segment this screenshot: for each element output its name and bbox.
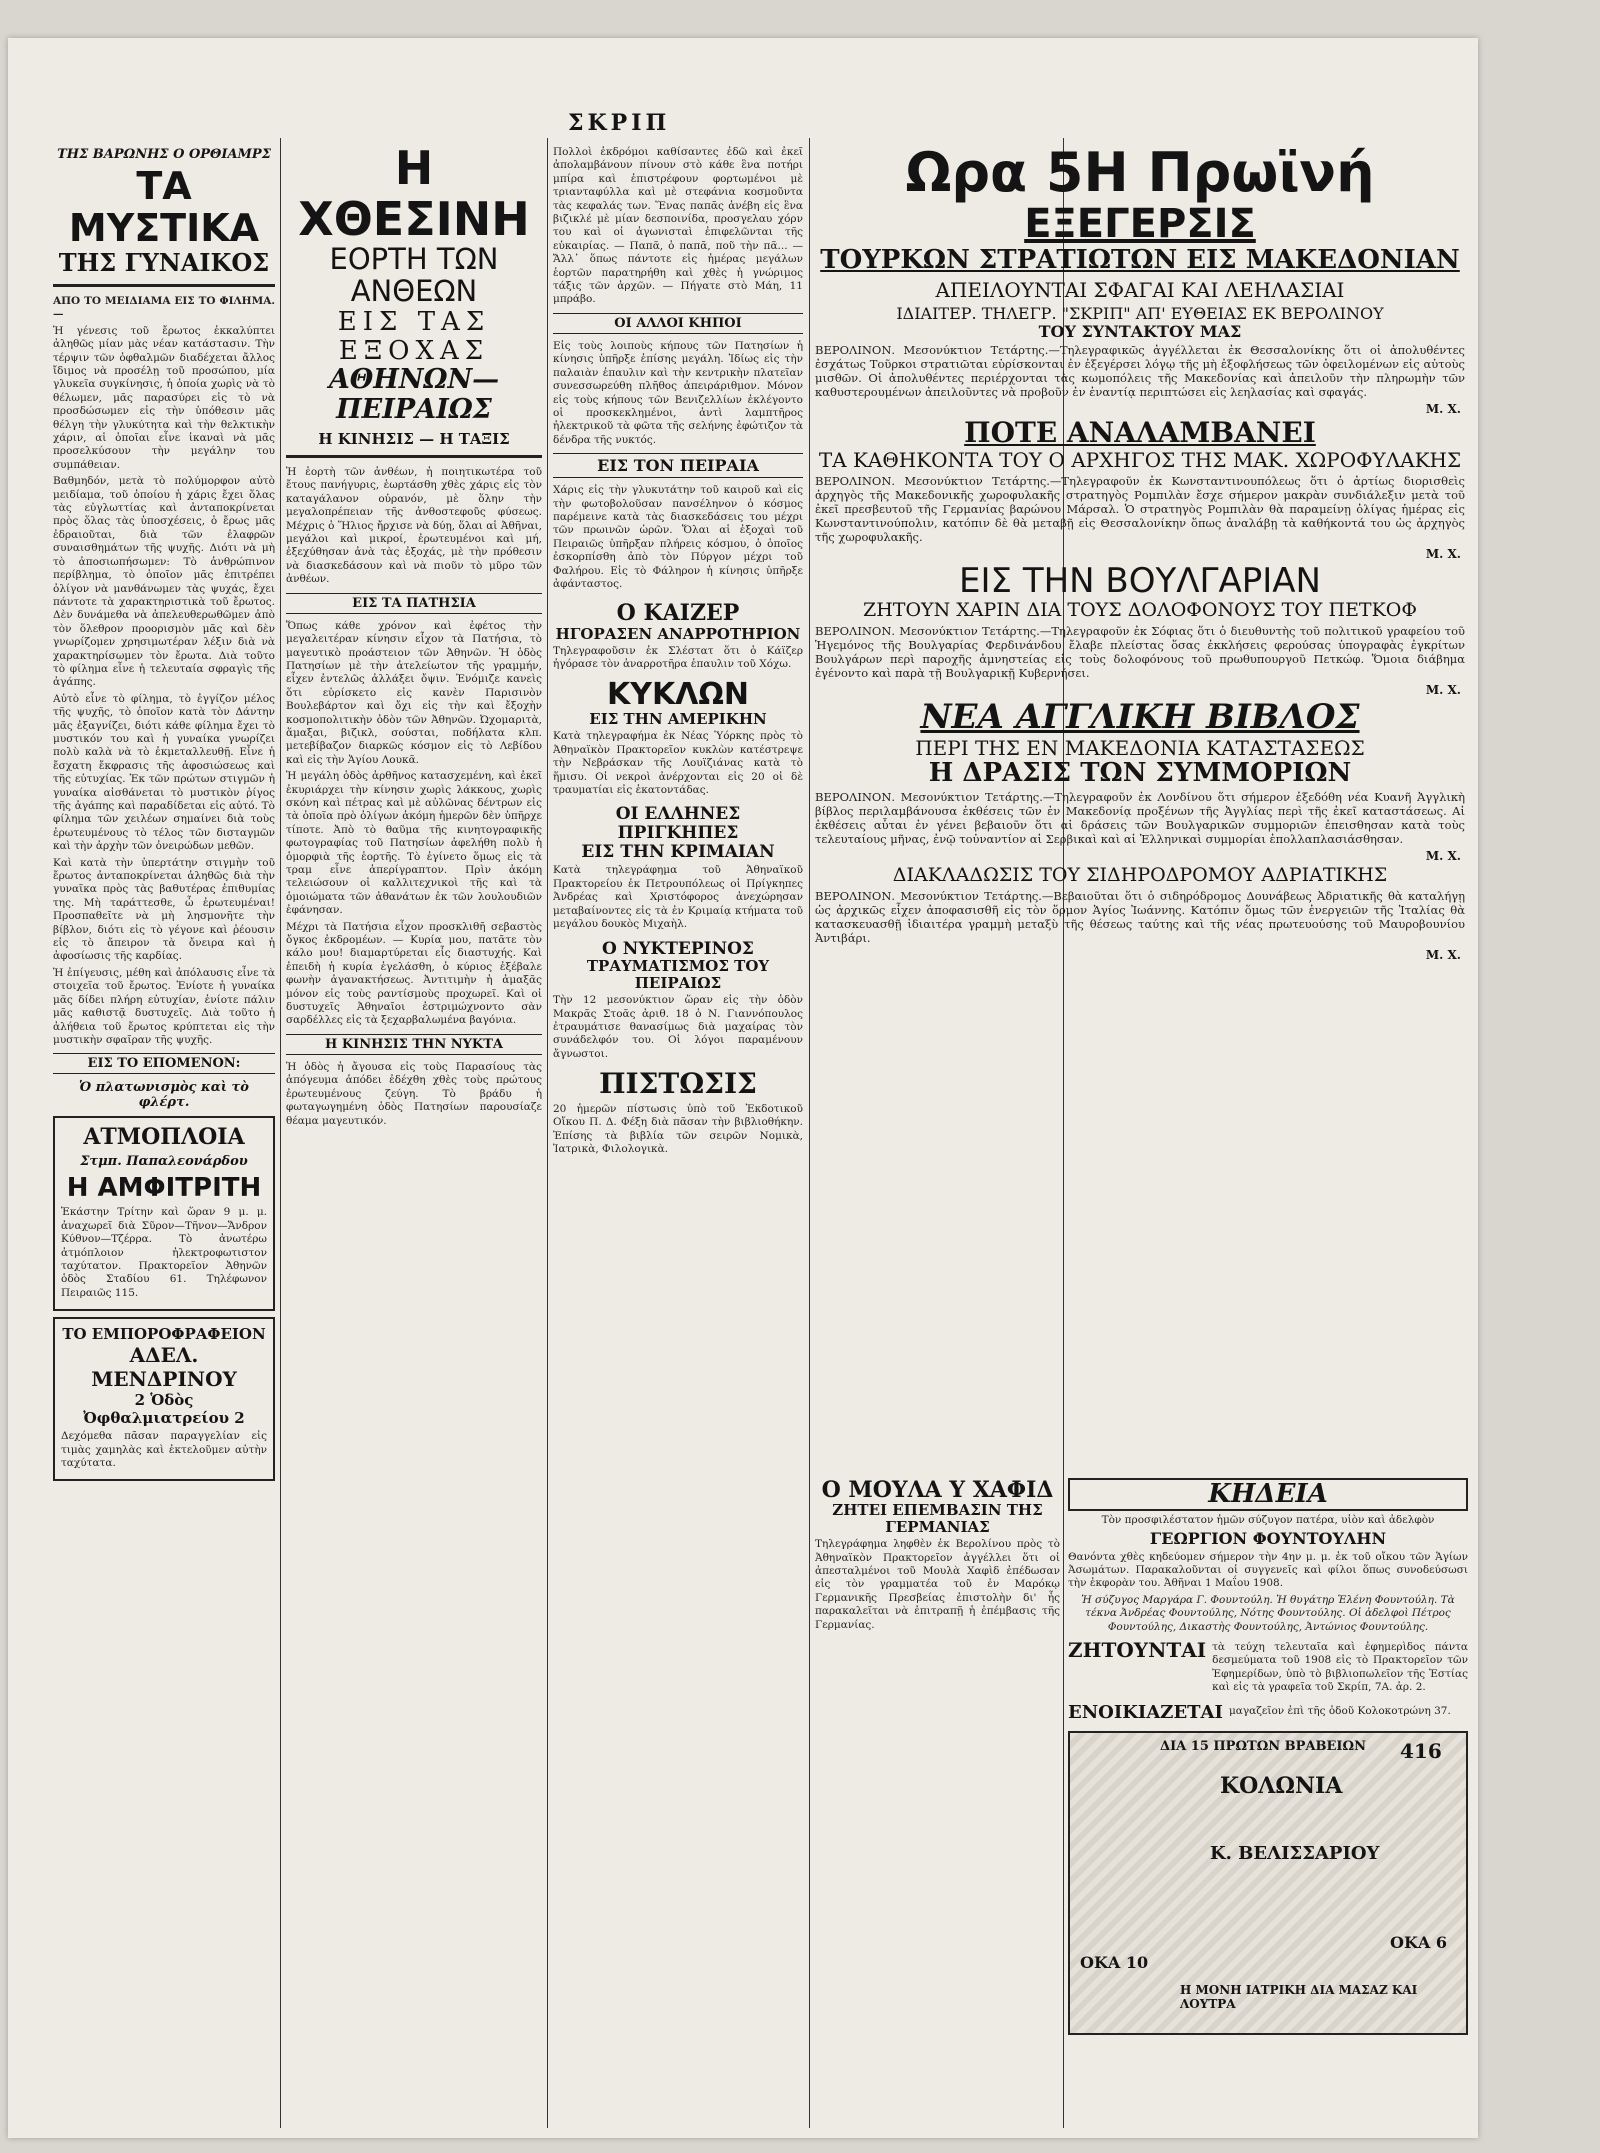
ad-subtitle: Στμπ. Παπαλεονάρδου	[80, 1154, 248, 1170]
headline-sub: ΖΗΤΕΙ ΕΠΕΜΒΑΣΙΝ ΤΗΣ ΓΕΡΜΑΝΙΑΣ	[832, 1501, 1043, 1536]
funeral-title: ΚΗΔΕΙΑ	[1068, 1478, 1468, 1511]
paragraph: Βαθμηδόν, μετὰ τὸ πολύμορφον αὐτὸ μειδίαμα, τοῦ ὁποίου ἡ χάρις ἔχει ὅλας τὰς εὐγλωττίας καὶ ἀνταποκρίνεται πρὸς ὅλας τὰς ὑποσχέσεις, ὁ ἔρως μᾶς ἐδραιοῦται, διὰ τῶν ἐλαφρῶν συναισθημάτων τῆς ψυχῆς. Διότι νὰ μὴ τὸ ἀποσιωπήσωμεν: Τὸ ἀνθρώπινον περίβλημα, τὸ ὁποῖον μᾶς ἐπιτρέπει ὀλίγον νὰ μανθάνωμεν τὰς ψυχάς, ἔχει πάντοτε τὰ χαρακτηριστικὰ τοῦ ἔρωτος. Δὲν δυνάμεθα νὰ ἀπελευθερωθῶμεν ἀπὸ τὸν ὅλεθρον προορισμὸν μᾶς καὶ δὲν γνωρίζομεν χρησιμωτέραν λέξιν διὰ νὰ χαρακτηρίσωμεν τὸν ἔρωτα. Διὰ τοῦτο τὸ φίλημα εἶνε ἡ τελευταία σφραγὶς τῆς ἀγάπης.	[53, 475, 275, 689]
paragraph: ΒΕΡΟΛΙΝΟΝ. Μεσονύκτιον Τετάρτης.—Τηλεγραφικῶς ἀγγέλλεται ἐκ Θεσσαλονίκης ὅτι οἱ ἀπολυθέντες ἐσχάτως Τοῦρκοι στρατιῶται εὑρίσκονται ἐν ἐξεγέρσει λόγῳ τῆς μὴ ἐξοφλήσεως τῶν ὀφειλομένων εἰς αὐτοὺς μισθῶν. Οἱ ἀπολυθέντες περιέρχονται τὰς κωμοπόλεις τῆς Μακεδονίας καὶ ἀπειλοῦν τὴν πληρωμὴν τῶν καθυστερουμένων ἀπειλοῦντες νὰ προβοῦν ἐν ἐναντίᾳ περιπτώσει εἰς λεηλασίας καὶ σφαγάς.	[815, 343, 1465, 400]
news-subtitle: ΕΙΣ ΤΗΝ ΚΡΙΜΑΙΑΝ	[581, 841, 775, 862]
paragraph: ΒΕΡΟΛΙΝΟΝ. Μεσονύκτιον Τετάρτης.—Τηλεγραφοῦν ἐκ Κωνσταντινουπόλεως ὅτι ὁ ἀρτίως διορισθεὶς ἀρχηγὸς τῆς Μακεδονικῆς χωροφυλακῆς στρατηγὸς Ρομπιλὰν ἔσχε σήμερον μακρὰν συνδιάλεξιν μετὰ τοῦ ἐκεῖ πρεσβευτοῦ τῆς Γερμανίας βαρώνου Μάρσαλ. Ὁ στρατηγὸς Ρομπιλὰν θὰ παραμείνῃ ὀλίγας ἡμέρας εἰς Κωνσταντινούπολιν, κατόπιν δὲ θὰ μεταβῇ εἰς Θεσσαλονίκην ὅπως ἀναλάβῃ τὰ καθήκοντά του ὡς ἀρχηγὸς τῆς χωροφυλακῆς.	[815, 473, 1465, 544]
ad-text: Δεχόμεθα πᾶσαν παραγγελίαν εἰς τιμὰς χαμηλὰς καὶ ἐκτελοῦμεν αὐτὴν ταχύτατα.	[61, 1430, 267, 1469]
ad-name: ΑΔΕΛ. ΜΕΝΔΡΙΝΟΥ	[91, 1343, 237, 1392]
column-rule	[280, 138, 281, 2128]
ad-bottom-text: Η ΜΟΝΗ ΙΑΤΡΙΚΗ ΔΙΑ ΜΑΣΑΖ ΚΑΙ ΛΟΥΤΡΑ	[1180, 1982, 1418, 2011]
article-title-4: ΑΘΗΝΩΝ—ΠΕΙΡΑΙΩΣ	[328, 364, 500, 425]
newspaper-page	[8, 38, 1478, 2138]
signature: Μ. Χ.	[1425, 546, 1461, 561]
paragraph: Καὶ κατὰ τὴν ὑπερτάτην στιγμὴν τοῦ ἔρωτος ἀνταποκρίνεται ἀληθῶς διὰ τὴν γυναῖκα πρὸς τὰς βαθυτέρας ἐπιθυμίας της. Μὴ ταράττεσθε, ὦ ἐρωτευμέναι! Προσπαθεῖτε νὰ μὴ λησμονῆτε τὴν βίβλον, διότι εἰς τὸ γέγονε καὶ ῥέουσιν εἰς τὸ ἄπειρον τὰ ὄνειρα καὶ ἡ ἀφοσίωσις τῆς καρδίας.	[53, 856, 275, 963]
signature: Μ. Χ.	[1425, 849, 1461, 864]
masthead: ΣΚΡΙΠ	[568, 110, 671, 136]
headline-sub: ΖΗΤΟΥΝ ΧΑΡΙΝ ΔΙΑ ΤΟΥΣ ΔΟΛΟΦΟΝΟΥΣ ΤΟΥ ΠΕΤΚΟΦ	[863, 599, 1417, 622]
signature: Μ. Χ.	[1425, 683, 1461, 698]
news-title: Ο ΚΑΙΖΕΡ	[616, 600, 740, 627]
section-heading: ΕΙΣ ΤΑ ΠΑΤΗΣΙΑ	[286, 593, 542, 614]
headline: ΝΕΑ ΑΓΓΛΙΚΗ ΒΙΒΛΟΣ	[920, 697, 1360, 738]
ad-ship-name: Η ΑΜΦΙΤΡΙΤΗ	[66, 1173, 262, 1204]
ad-text: Ἑκάστην Τρίτην καὶ ὥραν 9 μ. μ. ἀναχωρεῖ διὰ Σῦρον—Τῆνον—Ἄνδρον Κύθνον—Τζέρρα. Τὸ ἀνωτέρω ἀτμόπλοιον ἠλεκτροφωτιστον ταχύτατον. Πρακτορεῖον Ἀθηνῶν ὁδὸς Σταδίου 61. Τηλέφωνον Πειραιῶς 115.	[61, 1206, 267, 1299]
article-title-3: ΕΙΣ ΤΑΣ ΕΞΟΧΑΣ	[337, 306, 491, 366]
headline: Ο ΜΟΥΛΑ Υ ΧΑΦΙΔ	[821, 1478, 1054, 1503]
paragraph: Εἰς τοὺς λοιποὺς κήπους τῶν Πατησίων ἡ κίνησις ὑπῆρξε ἐπίσης μεγάλη. Ἰδίως εἰς τὴν παλαιὰν ἐπαυλιν καὶ τὴν κεντρικὴν πλατεῖαν συνεσσωρεύθη πλῆθος ἀπειράριθμον. Μόνον εἰς τοὺς κήπους τῶν Βενιζελλίων ἐκλέγοντο οἱ προσκεκλημένοι, ἀντὶ λαμπτῆρος ἠλεκτρικοῦ τὰ φῶτα τῆς σελήνης ἐφώτιζον τὰ δένδρα τῆς νυκτός.	[553, 339, 803, 446]
paragraph: ΒΕΡΟΛΙΝΟΝ. Μεσονύκτιον Τετάρτης.—Τηλεγραφοῦν ἐκ Σόφιας ὅτι ὁ διευθυντὴς τοῦ πολιτικοῦ γραφείου τοῦ Ἡγεμόνος τῆς Βουλγαρίας Φερδινάνδου ἔλαβε πλείστας ὅσας ἐκκλήσεις φερούσας ὑπογραφὰς ἐγκρίτων Βουλγάρων περὶ παροχῆς ἀμνηστείας εἰς τοὺς δολοφόνους τοῦ πρωθυπουργοῦ Πετκώφ. Ὅμοια διάβημα ἐγένοντο καὶ παρὰ τῇ Βουλγαρικῇ Κυβερνήσει.	[815, 624, 1465, 681]
telegram-section	[815, 143, 1465, 1143]
paragraph: ΒΕΡΟΛΙΝΟΝ. Μεσονύκτιον Τετάρτης.—Τηλεγραφοῦν ἐκ Λονδίνου ὅτι σήμερον ἐξεδόθη νέα Κυανῆ Ἀγγλικὴ βίβλος περιλαμβάνουσα ἐκθέσεις τῶν ἐν Μακεδονίᾳ προξένων τῆς Ἀγγλίας περὶ τῆς ἐκεῖ καταστάσεως. Αἱ ἐκθέσεις αὗται ἐν γένει βεβαιοῦν ὅτι αἱ δράσεις τῶν Βουλγαρικῶν συμμοριῶν ἐπεισθησαν κατὰ τοὺς τελευταίους μῆνας, ἐνῷ τοὐναντίον αἱ Σερβικαὶ καὶ αἱ Ἑλληνικαὶ συμμορίαι ἐπολλαπλασιάσθησαν.	[815, 790, 1465, 847]
paragraph: Τὴν 12 μεσονύκτιον ὥραν εἰς τὴν ὁδὸν Μακρᾶς Στοᾶς ἀριθ. 18 ὁ Ν. Γιαννόπουλος ἐτραυμάτισε θανασίμως διὰ μαχαίρας τὸν συνάδελφόν του. Οἱ λόγοι παραμένουν ἄγνωστοι.	[553, 994, 803, 1060]
byline: ΤΟΥ ΣΥΝΤΑΚΤΟΥ ΜΑΣ	[1038, 321, 1242, 341]
paragraph: Ἡ ὁδὸς ἡ ἄγουσα εἰς τοὺς Παρασίους τὰς ἀπόγευμα ἀπόδει ἐδέχθη χθὲς τοὺς πρώτους ἐρωτευμένους ζεύγη. Τὸ βράδυ ἡ φωταγωγημένη ὁδὸς Πατησίων παρουσίαζε θέαμα μαγευτικόν.	[286, 1060, 542, 1127]
lead-text: ΑΠΟ ΤΟ ΜΕΙΔΙΑΜΑ ΕΙΣ ΤΟ ΦΙΛΗΜΑ.—	[53, 294, 275, 321]
headline-sub: ΤΟΥΡΚΩΝ ΣΤΡΑΤΙΩΤΩΝ ΕΙΣ ΜΑΚΕΔΟΝΙΑΝ	[820, 245, 1460, 276]
article-title: ΤΑ ΜΥΣΤΙΚΑ	[68, 164, 260, 250]
headline-time: Ωρα 5Η Πρωϊνή	[905, 143, 1375, 204]
signature: Μ. Χ.	[1425, 948, 1461, 963]
section-heading: ΕΙΣ ΤΟΝ ΠΕΙΡΑΙΑ	[553, 453, 803, 478]
ad-price-right: ΟΚΑ 6	[1390, 1932, 1447, 1952]
ad-title: ΑΤΜΟΠΛΟΙΑ	[83, 1124, 245, 1151]
column-5-lower	[1068, 1478, 1468, 2035]
column-1	[53, 143, 275, 1487]
article-title: Η ΧΘΕΣΙΝΗ	[298, 143, 530, 246]
paragraph: Μέχρι τὰ Πατήσια εἶχον προσκλιθῆ σεβαστὸς ὄγκος ἐκδρομέων. — Κυρία μου, πατᾶτε τὸν κάλο μου! διαμαρτύρεται εἷς διαστυχής. Καὶ ἐπειδὴ ἡ κυρία ἐγελάσθη, ὁ κύριος ἐξέβαλε φωνὴν ἀγανακτήσεως. Ἀντιτιμὴν ἡ ἀμαξᾶς μόνον εἰς τοὺς ραντίσμοὺς προχωρεῖ. Καὶ οἱ δυστυχεῖς Ἀθηναῖοι ἐστριμώχνοντο σὰν σαρδέλλες εἰς τὰ ξεχαρβαλωμένα βαγόνια.	[286, 920, 542, 1027]
headline: ΔΙΑΚΛΑΔΩΣΙΣ ΤΟΥ ΣΙΔΗΡΟΔΡΟΜΟΥ ΑΔΡΙΑΤΙΚΗΣ	[892, 864, 1388, 887]
dateline: ΙΔΙΑΙΤΕΡ. ΤΗΛΕΓΡ. "ΣΚΡΙΠ" ΑΠ' ΕΥΘΕΙΑΣ ΕΚ ΒΕΡΟΛΙΝΟΥ	[896, 303, 1384, 323]
ad-title: ΔΙΑ 15 ΠΡΩΤΩΝ ΒΡΑΒΕΙΩΝ	[1160, 1738, 1366, 1754]
rent-text: μαγαζεῖον ἐπὶ τῆς ὁδοῦ Κολοκοτρώνη 37.	[1228, 1704, 1451, 1717]
series-header: ΤΗΣ ΒΑΡΩΝΗΣ Ο ΟΡΘΙΑΜΡΣ	[57, 147, 271, 162]
ad-address: 2 Ὁδὸς Ὀφθαλμιατρείου 2	[83, 1391, 245, 1428]
article-subhead: Η ΚΙΝΗΣΙΣ — Η ΤΑΞΙΣ	[318, 429, 510, 448]
family-list: Ἡ σύζυγος Μαργάρα Γ. Φουντούλη. Ἡ θυγάτηρ Ἑλένη Φουντούλη. Τὰ τέκνα Ἀνδρέας Φουντούλης, Νότης Φουντούλης. Οἱ ἀδελφοὶ Πέτρος Φουντούλης, Δικαστὴς Φουντούλης, Ἀντώνιος Φουντούλης.	[1081, 1593, 1455, 1633]
paragraph: Κατὰ τηλεγράφημα τοῦ Ἀθηναϊκοῦ Πρακτορείου ἐκ Πετρουπόλεως οἱ Πρίγκηπες Ἀνδρέας καὶ Χριστόφορος ἀνεχώρησαν μεταβαίνοντες εἰς τὰ ἐν Κριμαίᾳ κτήματα τοῦ μεγάλου δουκὸς Μιχαὴλ.	[553, 864, 803, 931]
paragraph: Κατὰ τηλεγραφήμα ἐκ Νέας Ὑόρκης πρὸς τὸ Ἀθηναϊκὸν Πρακτορεῖον κυκλὼν κατέστρεψε τὴν Νεβράσκαν τῆς Λουϊζιάνας κατὰ τὸ ἥμισυ. Οἱ νεκροὶ ἀνέρχονται εἰς 20 οἱ δὲ τραυματίαι εἰς ἑκατοντάδας.	[553, 730, 803, 796]
ad-name: Κ. ΒΕΛΙΣΣΑΡΙΟΥ	[1210, 1842, 1380, 1864]
article-title-2: ΕΟΡΤΗ ΤΩΝ ΑΝΘΕΩΝ	[329, 242, 499, 309]
wanted-notice	[1068, 1638, 1468, 1698]
cologne-ad	[1068, 1731, 1468, 2035]
headline-main: ΕΞΕΓΕΡΣΙΣ	[1024, 201, 1256, 248]
paragraph: ΒΕΡΟΛΙΝΟΝ. Μεσονύκτιον Τετάρτης.—Βεβαιοῦται ὅτι ὁ σιδηρόδρομος Δουνάβεως Ἀδριατικῆς θὰ καταλήγῃ ὡς ἀρχικῶς εἶχεν ἀποφασισθῆ εἰς τὸν ὅρμον Ἁγίος Ἰωάννης. Κατόπιν ὅμως τῶν ἐνεργειῶν τῆς Ἰταλίας θὰ κατασκευασθῇ ἰδιαιτέρα γραμμὴ μεταξὺ τῆς θέσεως ταύτης καὶ τῆς νέας πρωτευούσης τοῦ Μαυροβουνίου Ἀντιβάρι.	[815, 889, 1465, 946]
next-issue-text: Ὁ πλατωνισμὸς καὶ τὸ φλέρτ.	[79, 1080, 249, 1111]
headline-sub-2: Η ΔΡΑΣΙΣ ΤΩΝ ΣΥΜΜΟΡΙΩΝ	[928, 757, 1352, 788]
headline-sub-2: ΑΠΕΙΛΟΥΝΤΑΙ ΣΦΑΓΑΙ ΚΑΙ ΛΕΗΛΑΣΙΑΙ	[935, 277, 1345, 302]
wanted-text: τὰ τεύχη τελευταῖα καὶ ἐφημερὶδος πάντα δεσμεύματα τοῦ 1908 εἰς τὸ Πρακτορεῖον τῶν Ἐφημερίδων, ὑπὸ τὸ βιβλιοπωλεῖον τῆς Ἑστίας καὶ εἰς τὰ γραφεῖα τοῦ Σκρίπ, 7Α. ἀρ. 2.	[1212, 1641, 1468, 1694]
paragraph: Ἡ ἑορτὴ τῶν ἀνθέων, ἡ ποιητικωτέρα τοῦ ἔτους πανήγυρις, ἑωρτάσθη χθὲς χάρις εἰς τὸν καταγάλανον οὐρανόν, μὲ ὅλην τὴν μεγαλοπρέπειαν τῆς ἀνθοστεφοῦς φύσεως. Μέχρις ὁ Ἥλιος ἤρχισε νὰ δύῃ, ὅλαι αἱ Ἀθῆναι, μεγάλοι καὶ μικροί, ἐρωτευμένοι καὶ μή, ἐξεχύθησαν ἀνὰ τὰς ἐξοχάς, μὲ τὴν πρόθεσιν νὰ διασκεδάσουν καὶ νὰ πιοῦν τὸ μῦρο τῶν ἀνθέων.	[286, 466, 542, 586]
shop-ad	[53, 1317, 275, 1481]
ad-brand: ΚΟΛΩΝΙΑ	[1220, 1772, 1343, 1799]
paragraph: Τηλεγραφοῦσιν ἐκ Σλέστατ ὅτι ὁ Κάϊζερ ἠγόρασε τὸν ἀναρροτῆρα ἐπαυλιν τοῦ Χόχω.	[553, 645, 803, 671]
article-subtitle: ΤΗΣ ΓΥΝΑΙΚΟΣ	[58, 247, 270, 277]
ad-number: 416	[1400, 1738, 1442, 1763]
news-subtitle: ΤΡΑΥΜΑΤΙΣΜΟΣ ΤΟΥ ΠΕΙΡΑΙΩΣ	[586, 957, 770, 992]
paragraph: Θανόντα χθὲς κηδεύομεν σήμερον τὴν 4ην μ. μ. ἐκ τοῦ οἴκου τῶν Ἁγίων Ἀσωμάτων. Παρακαλοῦνται οἱ συγγενεῖς καὶ φίλοι ὅπως συνοδεύσωσι τὴν ἐκφορὰν του. Ἀθῆναι 1 Μαΐου 1908.	[1068, 1550, 1468, 1590]
paragraph: Τηλεγράφημα ληφθὲν ἐκ Βερολίνου πρὸς τὸ Ἀθηναϊκὸν Πρακτορεῖον ἀγγέλλει ὅτι οἱ ἀπεσταλμένοι τοῦ Μουλὰ Χαφὶδ ἐπέδωσαν εἰς τὸν γραμματέα τοῦ ἐν Μαρόκῳ Γερμανικῆς Πρεσβείας ἐπιστολὴν δι' ἧς παρακαλεῖται νὰ ἐπιτραπῇ ἡ ἐπέμβασις τῆς Γερμανίας.	[815, 1538, 1060, 1631]
headline: ΠΟΤΕ ΑΝΑΛΑΜΒΑΝΕΙ	[964, 416, 1316, 450]
headline: ΕΙΣ ΤΗΝ ΒΟΥΛΓΑΡΙΑΝ	[959, 560, 1321, 601]
news-title: ΚΥΚΛΩΝ	[606, 676, 750, 712]
news-title: ΠΙΣΤΩΣΙΣ	[599, 1067, 757, 1101]
column-2	[286, 143, 542, 1131]
funeral-name: ΓΕΩΡΓΙΟΝ ΦΟΥΝΤΟΥΛΗΝ	[1149, 1529, 1387, 1548]
ad-price-left: ΟΚΑ 10	[1080, 1952, 1149, 1972]
ad-title: ΤΟ ΕΜΠΟΡΟΦΡΑΦΕΙΟΝ	[62, 1325, 266, 1344]
headline-sub: ΤΑ ΚΑΘΗΚΟΝΤΑ ΤΟΥ Ο ΑΡΧΗΓΟΣ ΤΗΣ ΜΑΚ. ΧΩΡΟΦΥΛΑΚΗΣ	[818, 447, 1462, 472]
paragraph: Πολλοὶ ἐκδρόμοι καθίσαντες ἐδῶ καὶ ἐκεῖ ἀπολαμβάνουν πίνουν στὸ κάθε ἓνα ποτήρι μπίρα καὶ ἐπιστρέφουν φορτωμένοι μὲ τριανταφύλλα καὶ μὲ στεφάνια κοσμοῦντα τὰς κεφαλάς των. Ἕνας παπᾶς ἀνέβη εἰς ἓνα βιζικλέ μὲ μίαν δεσποινίδα, προσγελαυ χόρν του καὶ οἱ ἀγωνισταὶ ἐπιφελῶνται τῆς εὐκαιρίας. — Παπᾶ, ὁ παπᾶ, ποῦ τὴν πᾶ... — Ἄλλ᾽ ὅπως πάντοτε εἰς ἡμέρας μεγάλων ἑορτῶν παρατηρήθη καὶ χθὲς ἡ γνώριμος τάξις τῶν ἀρχῶν. — Πήγατε στὸ Μάη, 11 μπράβο.	[553, 146, 803, 306]
signature: Μ. Χ.	[1425, 402, 1461, 417]
paragraph: Ἡ γένεσις τοῦ ἔρωτος ἐκκαλύπτει ἀληθῶς μίαν μὰς νέαν κατάστασιν. Τὴν τέρψιν τῶν ὀφθαλμῶν διαδέχεται ἄλλος ἴδιμος νὰ προσέλῃ τοῦ προσώπου, μία γλυκεῖα συγκίνησις, ἡ ὁποία χωρὶς νὰ τὸ θέλωμεν, μᾶς παρασύρει εἰς τὸ νὰ προσδώσωμεν εἰς τὴν ὑπόθεσιν μᾶς θέλγη τὴν γλυκύτητα καὶ τὴν θελκτικὴν χάριν, αἱ ὁποῖαι εἶνε ἱκαναὶ νὰ μᾶς προσελκύσουν τὴν μεγάλην του συμπάθειαν.	[53, 324, 275, 471]
section-heading: ΟΙ ΑΛΛΟΙ ΚΗΠΟΙ	[553, 313, 803, 334]
news-title: Ο ΝΥΚΤΕΡΙΝΟΣ	[602, 938, 754, 959]
headline-sub: ΠΕΡΙ ΤΗΣ ΕΝ ΜΑΚΕΔΟΝΙΑ ΚΑΤΑΣΤΑΣΕΩΣ	[915, 735, 1365, 760]
column-rule	[809, 138, 810, 2128]
rent-title: ΕΝΟΙΚΙΑΖΕΤΑΙ	[1068, 1701, 1223, 1723]
paragraph: Αὐτὸ εἶνε τὸ φίλημα, τὸ ἐγγίζον μέλος τῆς ψυχῆς, τὸ ὁποῖον κατὰ τὸν Δάντην μᾶς ἐξαγνίζει, διότι κάθε φίλημα ἔχει τὸ μυστικόν του καὶ ἡ γυναίκα γνωρίζει πολὺ καλὰ νὰ τὸ ἐκμεταλλευθῇ. Εἶνε ἡ ἔσχατη ἔκφρασις τῆς ἀφοσιώσεως καὶ τῆς εὐτυχίας. Ἐκ τῶν πρώτων στιγμῶν ἡ γυναίκα αἰσθάνεται τὸ μυστικὸν ῥίγος τῆς ἀγάπης καὶ παραδίδεται εἰς αὐτό. Τὸ φίλημα τῶν χειλέων σημαίνει διὰ τοὺς ἐρωτευμένους τὸ τέλος τῶν δισταγμῶν καὶ τὴν ἀρχὴν τῶν ὀνειρώδων μεθῶν.	[53, 692, 275, 853]
news-subtitle: ΗΓΟΡΑΣΕΝ ΑΝΑΡΡΟΤΗΡΙΟΝ	[555, 624, 801, 643]
steamship-ad	[53, 1116, 275, 1311]
column-4-lower	[815, 1478, 1060, 1635]
news-subtitle: ΕΙΣ ΤΗΝ ΑΜΕΡΙΚΗΝ	[589, 709, 767, 728]
news-title: ΟΙ ΕΛΛΗΝΕΣ ΠΡΙΓΚΗΠΕΣ	[615, 804, 741, 844]
paragraph: Ἡ μεγάλη ὁδὸς ἀρθῆνος κατασχεμένη, καὶ ἐκεῖ ἐκυριάρχει τὴν κίνησιν χωρὶς λάκκους, χωρὶς σκόνη καὶ πέτρας καὶ μὲ αὐλῶνας δέντρων εἰς τὰ ὁποῖα πρὸ ὀλίγων ἀκόμη ἡμερῶν δὲν ὑπῆρχε τίποτε. Ἀπὸ τὸ θαῦμα τῆς κινητογραφικῆς φωτογραφίας τοῦ Πατησίων ἀφελήθη πολὺ ἡ ὁμορφιὰ τῆς ἑορτῆς. Τὸ ἐγίνετο ὅμως εἰς τὰ τραμ εἶνε ἀπερίγραπτον. Πρὶν ἀκόμη τελειώσουν οἱ καλλιτεχνικοὶ τῆς καὶ τὰ ὁμοιώματα τῶν ἀθανάτων ἐκ τῶν λουλουδιῶν ἐφάνησαν.	[286, 770, 542, 917]
next-issue-label: ΕΙΣ ΤΟ ΕΠΟΜΕΝΟΝ:	[53, 1053, 275, 1074]
paragraph: 20 ἡμερῶν πίστωσις ὑπὸ τοῦ Ἐκδοτικοῦ Οἴκου Π. Δ. Φέξη διὰ πᾶσαν τὴν βιβλιοθήκην. Ἐπίσης τὰ βιβλία τῶν σειρῶν Νομικὰ, Ἰατρικὰ, Φιλολογικὰ.	[553, 1103, 803, 1156]
wanted-title: ΖΗΤΟΥΝΤΑΙ	[1068, 1638, 1207, 1663]
column-rule	[547, 138, 548, 2128]
section-heading: Η ΚΙΝΗΣΙΣ ΤΗΝ ΝΥΚΤΑ	[286, 1034, 542, 1055]
paragraph: Χάρις εἰς τὴν γλυκυτάτην τοῦ καιροῦ καὶ εἰς τὴν φωτοβολοῦσαν πανσέληνον ὁ κόσμος παρέμεινε κατὰ τὰς διασκεδάσεις του μέχρι τῶν πρωινῶν ὡρῶν. Ὅλαι αἱ ἐξοχαὶ τοῦ Πειραιῶς ὑπῆρξαν πλήρεις κόσμου, ὁ ὁποῖος ἐσκορπίσθη ἀπὸ τὸν Πύργον μέχρι τοῦ Φαλήρου. Εἰς τὸ Φάληρον ἡ κίνησις ὑπῆρξε ἀφάνταστος.	[553, 484, 803, 590]
paragraph: Ὅπως κάθε χρόνον καὶ ἐφέτος τὴν μεγαλειτέραν κίνησιν εἶχον τὰ Πατήσια, τὸ μαγευτικὸ προάστειον τῶν Ἀθηνῶν. Ἡ ὁδὸς Πατησίων μὲ τὴν ἀτελείωτον τῆς γραμμήν, εἶχεν ἐντελῶς ἀλλάξει ὄψιν. Ἐνόμιζε κανεὶς ὅτι εὑρίσκετο εἰς κανὲν Παρισινὸν Βουλεβάρτον καὶ ὄχι εἰς τὴν καὶ ἔξοχὴν κοσμοπολιτικὴν ὁδὸν τῶν Ἀθηνῶν. Ὠχομαριτὰ, ἅμαξαι, βιζικλ, σούσται, ποδήλατα κλπ. μετεβίβαζον διαρκῶς κόσμον εἰς τὸ Λεβίδου καὶ εἰς τὴν Ἁγίου Λουκᾶ.	[286, 619, 542, 766]
column-3	[553, 143, 803, 1160]
rent-notice	[1068, 1702, 1468, 1723]
paragraph: Ἡ ἐπίγευσις, μέθη καὶ ἀπόλαυσις εἶνε τὰ στοιχεῖα τοῦ ἔρωτος. Ἐνίοτε ἡ γυναίκα μᾶς δίδει πλήρη εὐτυχίαν, ἐνίοτε πάλιν μᾶς καθιστᾷ δυστυχεῖς. Διὰ τοῦτο ἡ ἀλήθεια τοῦ ἔρωτος κρύπτεται εἰς τὴν μυστικὴν σφαῖραν τῆς ψυχῆς.	[53, 966, 275, 1046]
funeral-intro: Τὸν προσφιλέστατον ἡμῶν σύζυγον πατέρα, υἱὸν καὶ ἀδελφὸν	[1101, 1513, 1435, 1526]
